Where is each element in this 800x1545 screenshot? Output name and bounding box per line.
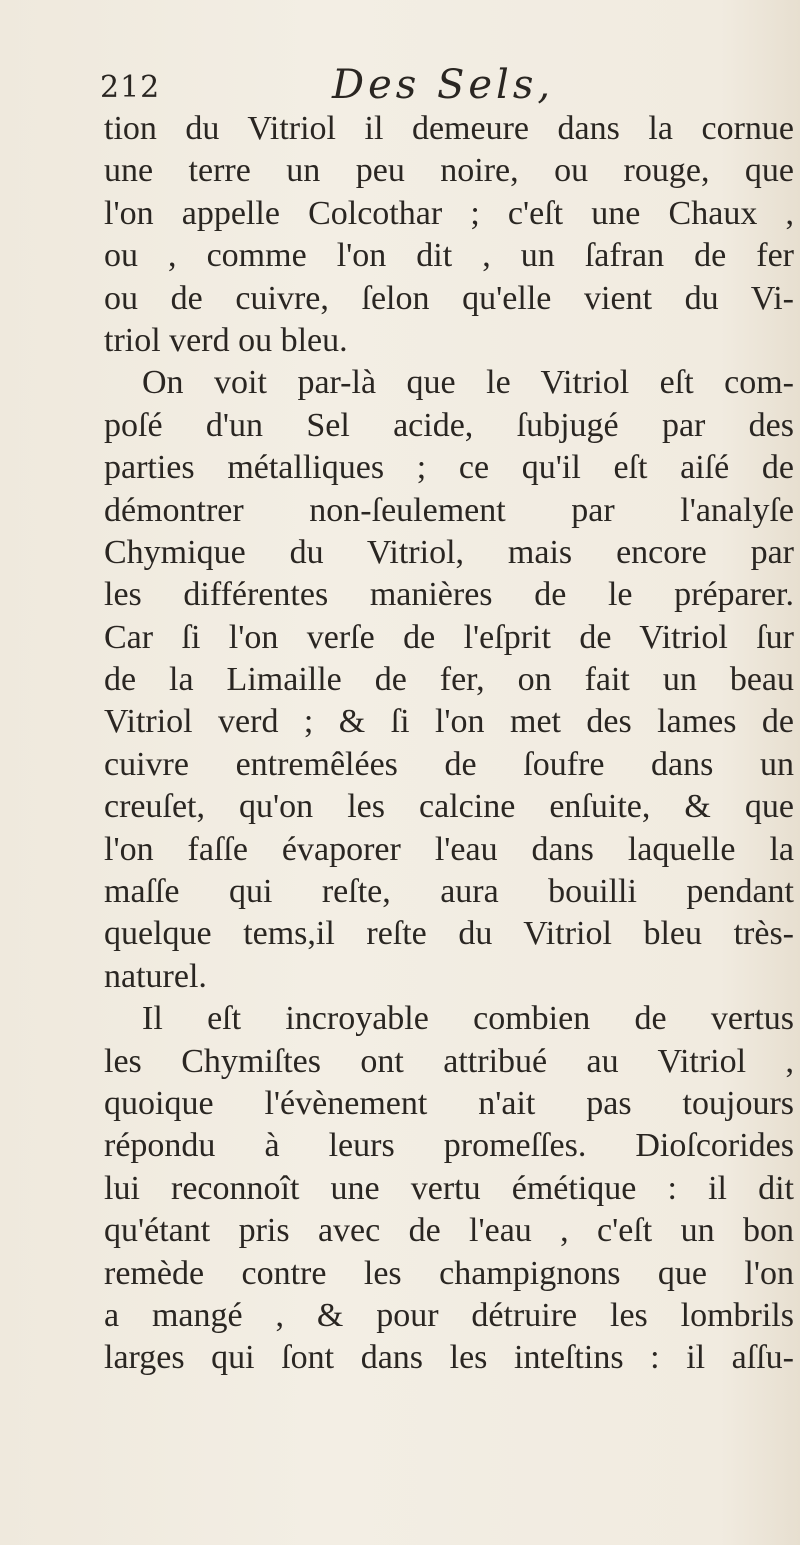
text-line: l'on appelle Colcothar ; c'eſt une Chaux , [104,194,794,232]
page-header [100,62,740,114]
body-text [104,108,794,1380]
text-line: l'on faſſe évaporer l'eau dans laquelle la [104,830,794,868]
text-line: remède contre les champignons que l'on [104,1254,794,1292]
paragraph-start-line: Il eſt incroyable combien de vertus [142,1000,794,1038]
text-line: Car ſi l'on verſe de l'eſprit de Vitriol ſur [104,618,794,656]
text-line: larges qui ſont dans les inteſtins : il aſſu- [104,1339,794,1377]
text-line: les différentes manières de le préparer. [104,576,794,614]
text-line: ou de cuivre, ſelon qu'elle vient du Vi- [104,279,794,317]
text-line: quelque tems,il reſte du Vitriol bleu très- [104,915,794,953]
text-line: creuſet, qu'on les calcine enſuite, & que [104,788,794,826]
text-line: cuivre entremêlées de ſoufre dans un [104,745,794,783]
text-line: lui reconnoît une vertu émétique : il dit [104,1169,794,1207]
text-line: les Chymiſtes ont attribué au Vitriol , [104,1042,794,1080]
running-head: Des Sels, [332,62,555,108]
text-line: démontrer non-ſeulement par l'analyſe [104,491,794,529]
text-line: naturel. [104,957,207,995]
text-line: répondu à leurs promeſſes. Dioſcorides [104,1127,794,1165]
paragraph-start-line: On voit par-là que le Vitriol eſt com- [142,364,794,402]
text-line: Chymique du Vitriol, mais encore par [104,533,794,571]
text-line: ou , comme l'on dit , un ſafran de fer [104,237,794,275]
text-line: triol verd ou bleu. [104,321,348,359]
text-line: tion du Vitriol il demeure dans la cornue [104,110,794,147]
text-line: quoique l'évènement n'ait pas toujours [104,1084,794,1122]
text-line: qu'étant pris avec de l'eau , c'eſt un bon [104,1212,794,1250]
text-line: de la Limaille de fer, on fait un beau [104,661,794,699]
text-line: parties métalliques ; ce qu'il eſt aiſé de [104,449,794,487]
text-line: a mangé , & pour détruire les lombrils [104,1296,794,1334]
text-line: maſſe qui reſte, aura bouilli pendant [104,873,794,911]
text-line: une terre un peu noire, ou rouge, que [104,152,794,190]
page-number: 212 [100,70,161,105]
text-line: Vitriol verd ; & ſi l'on met des lames de [104,703,794,741]
text-line: poſé d'un Sel acide, ſubjugé par des [104,406,794,444]
